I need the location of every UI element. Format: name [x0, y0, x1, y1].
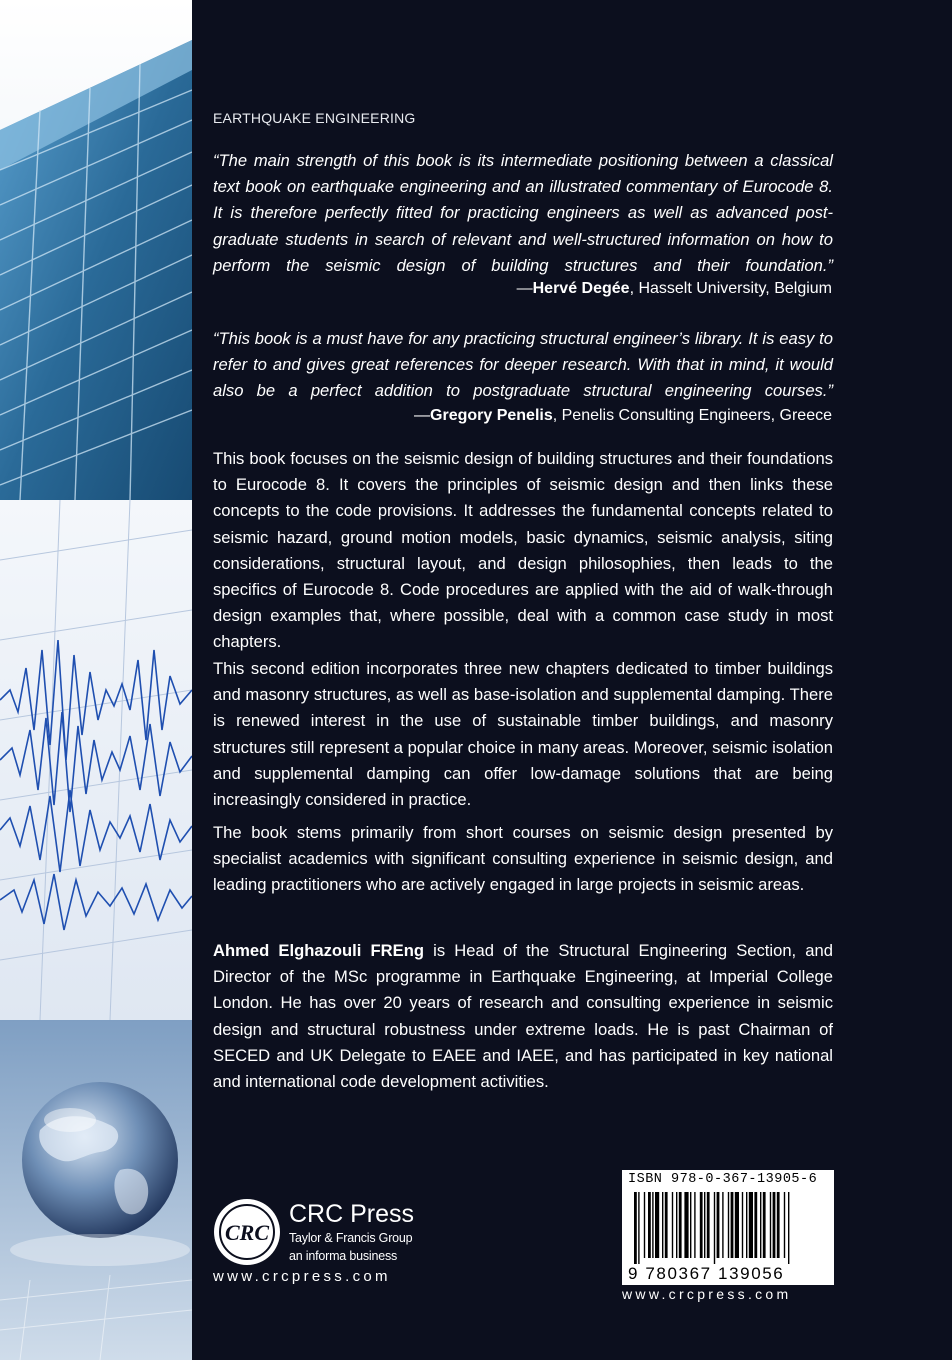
barcode-bar [763, 1192, 766, 1258]
barcode-bar [770, 1192, 771, 1258]
endorser-name: Hervé Degée [532, 280, 630, 297]
barcode-bar [684, 1192, 688, 1258]
barcode-bar [760, 1192, 761, 1258]
barcode-bar [722, 1192, 723, 1258]
barcode-bar [634, 1192, 637, 1264]
barcode-bar [777, 1192, 780, 1258]
publisher-url: www.crcpress.com [213, 1268, 391, 1285]
description-paragraph-3: The book stems primarily from short courses on seismic design presented by specialist academics with significant consulting experience in seismic design, and leading practitioners who are actively engaged in large projects in seismic areas. [213, 823, 833, 895]
isbn-digits: 9 780367 139056 [628, 1264, 785, 1283]
barcode-bar [754, 1192, 757, 1258]
endorser-affiliation: , Penelis Consulting Engineers, Greece [552, 407, 832, 424]
barcode-bar [742, 1192, 743, 1258]
endorsement-quote-1: “The main strength of this book is its intermediate positioning between a classical text book on earthquake engineering and an illustrated commentary of Eurocode 8. It is therefore perfectly fitted for practicing engineers as well as advanced post-graduate students in search of relevant and well-structured information on how to perform the seismic design of building structures and their foundation.” [213, 151, 833, 275]
barcode-bar [700, 1192, 703, 1258]
barcode-bar [690, 1192, 691, 1258]
endorsement-attribution-1 [517, 280, 832, 298]
series-label: EARTHQUAKE ENGINEERING [213, 110, 416, 126]
publisher-group: Taylor & Francis Group [289, 1231, 413, 1245]
barcode-bar [679, 1192, 682, 1258]
barcode-bar [648, 1192, 651, 1258]
endorsement-attribution-2 [414, 407, 832, 425]
barcode-bar [784, 1192, 785, 1258]
barcode-bar [749, 1192, 753, 1258]
barcode-bar [665, 1192, 668, 1258]
barcode-bar [655, 1192, 659, 1258]
description-paragraph-2: This second edition incorporates three new chapters dedicated to timber buildings and masonry structures, as well as base-isolation and supplemental damping. There is renewed interest in the use of sustainable timber buildings, and masonry structures still represent a popular choice in many areas. Moreover, seismic isolation and supplemental damping can offer low-damage solutions that are being increasingly considered in practice. [213, 659, 833, 810]
attribution-dash: — [414, 407, 431, 424]
barcode-url: www.crcpress.com [622, 1286, 792, 1302]
barcode-bar [694, 1192, 695, 1258]
barcode-bar [717, 1192, 720, 1258]
crc-logo-icon [213, 1198, 281, 1266]
endorser-affiliation: , Hasselt University, Belgium [629, 280, 832, 297]
barcode-bar [773, 1192, 776, 1258]
author-name: Ahmed Elghazouli FREng [213, 941, 424, 960]
isbn-label: ISBN 978-0-367-13905-6 [628, 1172, 818, 1187]
cover-photo [0, 0, 192, 1360]
barcode-bar [728, 1192, 729, 1258]
author-bio-text: is Head of the Structural Engineering Section, and Director of the MSc programme in Earthquake Engineering, at Imperial College London. He has over 20 years of research and consulting experience in seismic design and structural robustness under extreme loads. He is past Chairman of SECED and UK Delegate to EAEE and IAEE, and has participated in key national and international code development activities. [213, 941, 833, 1092]
barcode-bar [644, 1192, 645, 1258]
barcode-bar [735, 1192, 739, 1258]
barcode-bar [638, 1192, 639, 1264]
barcode-bar [676, 1192, 677, 1258]
endorsement-quote-2: “This book is a must have for any practicing structural engineer’s library. It is easy to refer to and gives great references for deeper research. With that in mind, it would also be a perfect addition to postgraduate structural engineering courses.” [213, 329, 833, 401]
endorser-name: Gregory Penelis [430, 407, 553, 424]
publisher-informa: an informa business [289, 1249, 398, 1263]
publisher-name: CRC Press [289, 1200, 415, 1228]
barcode-bar [731, 1192, 734, 1258]
cover-photo-strip [0, 0, 192, 1360]
barcode-bar [662, 1192, 663, 1258]
barcode-bar [672, 1192, 673, 1258]
barcode-bar [707, 1192, 710, 1258]
barcode-bar [746, 1192, 747, 1258]
barcode-bar [652, 1192, 653, 1258]
barcode-bar [788, 1192, 789, 1264]
barcode-icon [634, 1192, 824, 1264]
barcode-bar [704, 1192, 705, 1258]
attribution-dash: — [516, 280, 533, 297]
crc-badge-text: CRC [224, 1220, 270, 1245]
description-paragraph-1: This book focuses on the seismic design of building structures and their foundations to Eurocode 8. It covers the principles of seismic design and then links these concepts to the code provisions. It addresses the fundamental concepts related to seismic hazard, ground motion models, basic dynamics, seismic analysis, siting considerations, structural layout, and design philosophies, then leads to the specifics of Eurocode 8. Code procedures are applied with the aid of walk-through design examples that, where possible, deal with a common case study in most chapters. [213, 449, 833, 652]
barcode-bar [714, 1192, 715, 1264]
author-bio [213, 938, 833, 1095]
